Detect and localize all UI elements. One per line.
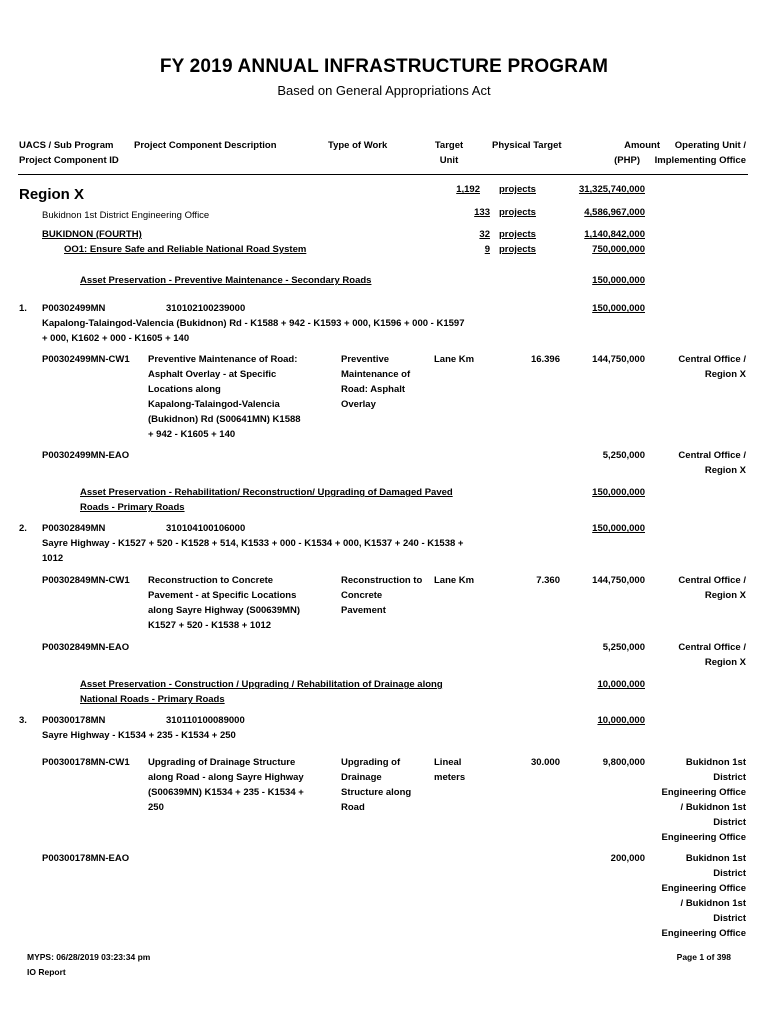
work-line: Structure along: [341, 787, 412, 798]
category-amount: 150,000,000: [592, 487, 645, 498]
district-count: 32: [479, 229, 490, 240]
work-line: Concrete: [341, 590, 383, 601]
component-amount: 144,750,000: [592, 354, 645, 365]
project-id: P00302499MN: [42, 303, 106, 314]
office-line: Central Office /: [678, 450, 746, 461]
component-office: [620, 851, 746, 941]
component-unit: Lane Km: [434, 575, 475, 586]
project-name: Sayre Highway - K1534 + 235 - K1534 + 250: [42, 730, 236, 741]
project-name: [42, 316, 464, 346]
category-title: Asset Preservation - Preventive Maintenance - Secondary Roads: [80, 275, 372, 286]
desc-line: (S00639MN) K1534 + 235 - K1534 +: [148, 787, 304, 798]
component-description: [148, 573, 300, 633]
desc-line: Kapalong-Talaingod-Valencia: [148, 399, 280, 410]
office-line: Region X: [704, 590, 746, 601]
component-id: P00302849MN-CW1: [42, 575, 130, 586]
component-office: [620, 573, 746, 603]
region-unit: projects: [499, 184, 536, 195]
col-type-of-work: Type of Work: [328, 140, 388, 151]
component-type-of-work: [341, 755, 411, 815]
footer-timestamp: MYPS: 06/28/2019 03:23:34 pm: [27, 952, 151, 962]
office-line: / Bukidnon 1st: [680, 898, 746, 909]
region-name: Region X: [19, 186, 85, 203]
component-target: 16.396: [530, 354, 560, 365]
component-id: P00302499MN-EAO: [42, 450, 130, 461]
work-line: Reconstruction to: [341, 575, 423, 586]
project-amount: 150,000,000: [592, 303, 645, 314]
component-type-of-work: [341, 573, 422, 618]
col-amount-line1: Amount: [624, 140, 660, 151]
component-unit: Lane Km: [434, 354, 475, 365]
office-name: Bukidnon 1st District Engineering Office: [42, 210, 210, 221]
category-title-line1: Asset Preservation - Construction / Upgrading / Rehabilitation of Drainage along: [80, 679, 443, 690]
office-count: 133: [474, 207, 490, 218]
col-operating-unit: [630, 138, 746, 168]
work-line: Drainage: [341, 772, 382, 783]
component-type-of-work: [341, 352, 410, 412]
component-office: [620, 448, 746, 478]
desc-line: Asphalt Overlay - at Specific: [148, 369, 277, 380]
component-unit: Lineal meters: [434, 757, 466, 783]
district-amount: 1,140,842,000: [584, 229, 645, 240]
component-amount: 200,000: [610, 853, 645, 864]
outcome-amount: 750,000,000: [592, 244, 645, 255]
desc-line: Upgrading of Drainage Structure: [148, 757, 296, 768]
component-amount: 5,250,000: [602, 642, 645, 653]
office-line: Central Office /: [678, 575, 746, 586]
component-id: P00302849MN-EAO: [42, 642, 130, 653]
office-line: Engineering Office: [661, 787, 746, 798]
component-office: [620, 640, 746, 670]
outcome-name: OO1: Ensure Safe and Reliable National Road System: [64, 244, 307, 255]
component-id: P00300178MN-EAO: [42, 853, 130, 864]
footer-meta: [27, 950, 150, 980]
work-line: Road: Asphalt: [341, 384, 406, 395]
col-operating-line1: Operating Unit /: [674, 140, 746, 151]
col-uacs-line2: Project Component ID: [19, 155, 119, 166]
outcome-unit: projects: [499, 244, 536, 255]
work-line: Pavement: [341, 605, 386, 616]
project-uacs: 310102100239000: [166, 303, 246, 314]
office-line: Bukidnon 1st: [685, 853, 746, 864]
office-line: District: [713, 772, 746, 783]
office-line: District: [713, 868, 746, 879]
office-line: Region X: [704, 465, 746, 476]
office-line: / Bukidnon 1st: [680, 802, 746, 813]
header-rule: [18, 174, 748, 175]
component-amount: 9,800,000: [602, 757, 645, 768]
project-id: P00302849MN: [42, 523, 106, 534]
col-target: [425, 138, 473, 168]
office-line: Bukidnon 1st: [685, 757, 746, 768]
desc-line: + 942 - K1605 + 140: [148, 429, 236, 440]
office-amount: 4,586,967,000: [584, 207, 645, 218]
report-subtitle: Based on General Appropriations Act: [277, 83, 491, 98]
footer-report: IO Report: [27, 967, 66, 977]
component-office: [620, 755, 746, 845]
desc-line: (Bukidnon) Rd (S00641MN) K1588: [148, 414, 301, 425]
project-name-line2: + 000, K1602 + 000 - K1605 + 140: [42, 333, 190, 344]
project-name-line1: Kapalong-Talaingod-Valencia (Bukidnon) Rd - K1588 + 942 - K1593 + 000, K1596 + 000 - K1597: [42, 318, 465, 329]
desc-line: along Sayre Highway (S00639MN): [148, 605, 301, 616]
component-target: 30.000: [530, 757, 560, 768]
category-title-line1: Asset Preservation - Rehabilitation/ Reconstruction/ Upgrading of Damaged Paved: [80, 487, 453, 498]
office-line: Engineering Office: [661, 883, 746, 894]
col-uacs-line1: UACS / Sub Program: [19, 140, 114, 151]
project-uacs: 310104100106000: [166, 523, 246, 534]
category-title-line2: Roads - Primary Roads: [80, 502, 185, 513]
region-amount: 31,325,740,000: [578, 184, 645, 195]
component-id: P00302499MN-CW1: [42, 354, 130, 365]
project-amount: 150,000,000: [592, 523, 645, 534]
project-name: [42, 536, 463, 566]
office-line: Region X: [704, 369, 746, 380]
col-amount-line2: (PHP): [614, 155, 640, 166]
district-unit: projects: [499, 229, 536, 240]
office-line: Engineering Office: [661, 832, 746, 843]
col-uacs: [19, 138, 119, 168]
office-line: Central Office /: [678, 642, 746, 653]
project-name-line1: Sayre Highway - K1527 + 520 - K1528 + 514, K1533 + 000 - K1534 + 000, K1537 + 240 - K1538 +: [42, 538, 464, 549]
component-office: [620, 352, 746, 382]
desc-line: along Road - along Sayre Highway: [148, 772, 304, 783]
work-line: Road: [341, 802, 365, 813]
office-line: District: [713, 817, 746, 828]
col-physical-target: Physical Target: [492, 140, 562, 151]
report-title: FY 2019 ANNUAL INFRASTRUCTURE PROGRAM: [159, 56, 609, 77]
outcome-count: 9: [484, 244, 490, 255]
office-line: Region X: [704, 657, 746, 668]
project-uacs: 310110100089000: [166, 715, 245, 726]
desc-line: Reconstruction to Concrete: [148, 575, 274, 586]
component-target: 7.360: [536, 575, 560, 586]
office-line: Engineering Office: [661, 928, 746, 939]
desc-line: Locations along: [148, 384, 221, 395]
category-amount: 10,000,000: [597, 679, 645, 690]
region-count: 1,192: [456, 184, 480, 195]
work-line: Overlay: [341, 399, 376, 410]
office-unit: projects: [499, 207, 536, 218]
desc-line: Preventive Maintenance of Road:: [148, 354, 298, 365]
component-id: P00300178MN-CW1: [42, 757, 130, 768]
work-line: Maintenance of: [341, 369, 411, 380]
project-number: 1.: [19, 303, 27, 314]
desc-line: 250: [148, 802, 164, 813]
category-title-line2: National Roads - Primary Roads: [80, 694, 225, 705]
col-target-line2: Unit: [439, 155, 459, 166]
office-line: Central Office /: [678, 354, 746, 365]
desc-line: K1527 + 520 - K1538 + 1012: [148, 620, 272, 631]
office-line: District: [713, 913, 746, 924]
project-number: 3.: [19, 715, 27, 726]
project-amount: 10,000,000: [597, 715, 645, 726]
district-name: BUKIDNON (FOURTH): [42, 229, 142, 240]
project-number: 2.: [19, 523, 27, 534]
component-description: [148, 755, 304, 815]
component-description: [148, 352, 301, 442]
col-target-line1: Target: [434, 140, 464, 151]
desc-line: Pavement - at Specific Locations: [148, 590, 297, 601]
work-line: Preventive: [341, 354, 390, 365]
work-line: Upgrading of: [341, 757, 401, 768]
component-amount: 5,250,000: [602, 450, 645, 461]
category-amount: 150,000,000: [592, 275, 645, 286]
page-number: Page 1 of 398: [676, 952, 731, 962]
category-title: [80, 677, 443, 707]
col-description: Project Component Description: [134, 140, 277, 151]
project-name-line2: 1012: [42, 553, 64, 564]
col-operating-line2: Implementing Office: [654, 155, 746, 166]
project-id: P00300178MN: [42, 715, 106, 726]
component-amount: 144,750,000: [592, 575, 645, 586]
category-title: [80, 485, 453, 515]
